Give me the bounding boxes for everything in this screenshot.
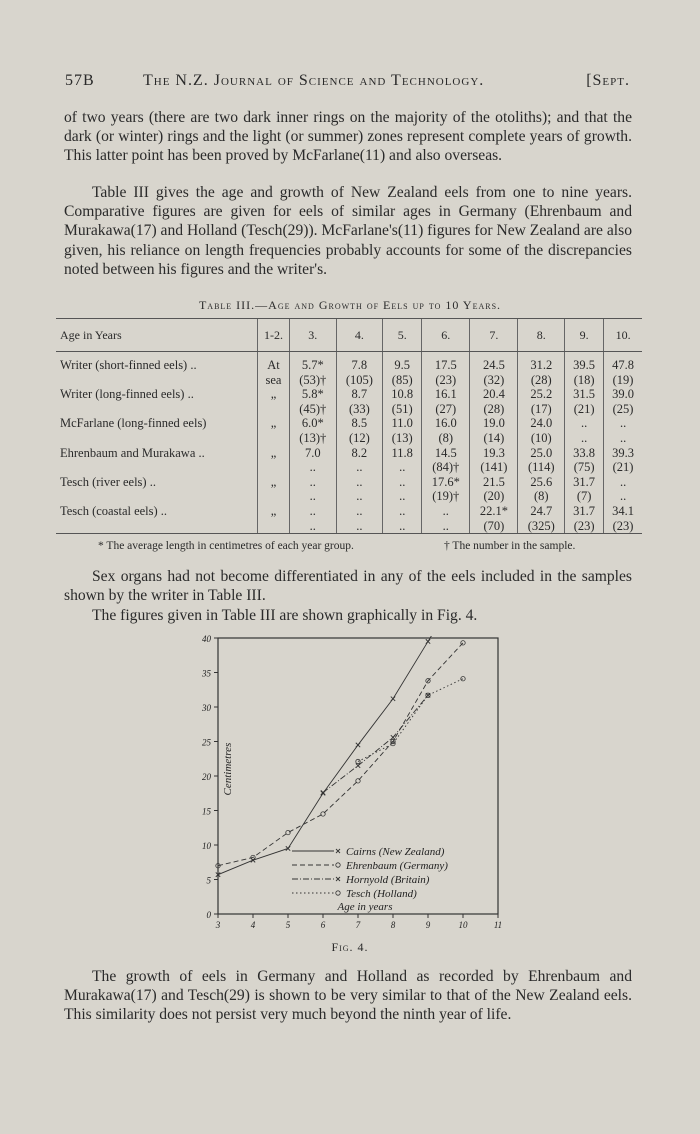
table-cell: (51) xyxy=(383,402,422,417)
table-cell: 22.1* xyxy=(470,504,518,519)
table-cell: (45)† xyxy=(289,402,336,417)
x-axis-label: Age in years xyxy=(337,901,393,913)
row-label xyxy=(56,373,258,388)
table-row xyxy=(56,431,642,446)
table-cell: (13)† xyxy=(289,431,336,446)
table-cell: .. xyxy=(289,504,336,519)
issue-month: [Sept. xyxy=(586,72,630,89)
table-row xyxy=(56,489,642,504)
table-cell: .. xyxy=(383,519,422,534)
table-footnotes xyxy=(98,540,618,552)
table-cell: .. xyxy=(336,460,383,475)
table-cell: 10.8 xyxy=(383,387,422,402)
row-label: Ehrenbaum and Murakawa .. xyxy=(60,445,205,460)
journal-title: The N.Z. Journal of Science and Technology. xyxy=(143,72,485,89)
table-cell: (105) xyxy=(336,373,383,388)
table-cell: 33.8 xyxy=(565,446,604,461)
table-row xyxy=(56,446,642,461)
col-header: 9. xyxy=(565,319,604,352)
table-cell: .. xyxy=(336,519,383,534)
table-cell: 47.8 xyxy=(604,352,642,373)
table-cell: .. xyxy=(336,475,383,490)
table-cell: .. xyxy=(604,489,642,504)
row-label xyxy=(56,519,258,534)
row-label: Writer (short-finned eels) .. xyxy=(60,358,197,372)
table-cell: (28) xyxy=(518,373,565,388)
table-cell: 31.5 xyxy=(565,387,604,402)
series-line xyxy=(358,679,463,762)
table-row xyxy=(56,402,642,417)
table-cell: (7) xyxy=(565,489,604,504)
table-cell: „ xyxy=(258,475,290,490)
row-label: Tesch (river eels) .. xyxy=(60,474,156,489)
series-line xyxy=(218,630,463,875)
table-cell xyxy=(258,519,290,534)
table-cell: (13) xyxy=(383,431,422,446)
table-cell: .. xyxy=(604,431,642,446)
table-cell: 7.8 xyxy=(336,352,383,373)
table-row xyxy=(56,519,642,534)
table-cell: (84)† xyxy=(422,460,470,475)
data-point xyxy=(461,641,465,645)
y-tick-label: 10 xyxy=(202,841,211,851)
table-cell: .. xyxy=(336,489,383,504)
paragraph-1: of two years (there are two dark inner rings on the majority of the otoliths); and that the dark (or winter) rings and the light (or summer) zones represent complete years of growth. This latter point has been proved by McFarlane(11) and also overseas. xyxy=(64,109,632,165)
table-cell: 8.7 xyxy=(336,387,383,402)
table-cell: 39.0 xyxy=(604,387,642,402)
table-cell: (27) xyxy=(422,402,470,417)
data-point xyxy=(321,790,325,794)
footnote-sample-number: † The number in the sample. xyxy=(444,540,576,552)
table-cell: 19.3 xyxy=(470,446,518,461)
table-cell: 20.4 xyxy=(470,387,518,402)
data-point xyxy=(391,697,395,701)
table-cell: (25) xyxy=(604,402,642,417)
table-cell: 24.7 xyxy=(518,504,565,519)
table-cell: .. xyxy=(565,416,604,431)
y-tick-label: 40 xyxy=(202,634,211,644)
table-cell: (23) xyxy=(604,519,642,534)
table-cell: 25.0 xyxy=(518,446,565,461)
table-cell: (19)† xyxy=(422,489,470,504)
row-label xyxy=(56,460,258,475)
table-cell: (85) xyxy=(383,373,422,388)
table-cell: (12) xyxy=(336,431,383,446)
series-line xyxy=(323,695,428,792)
table-cell: 19.0 xyxy=(470,416,518,431)
data-point xyxy=(356,743,360,747)
table-cell xyxy=(258,460,290,475)
y-tick-label: 5 xyxy=(206,875,211,886)
table-cell: (141) xyxy=(470,460,518,475)
x-tick-label: 3 xyxy=(215,920,221,930)
table-cell: .. xyxy=(422,504,470,519)
table-cell: (33) xyxy=(336,402,383,417)
paragraph-5: The growth of eels in Germany and Holland as recorded by Ehrenbaum and Murakawa(17) and Tesch(29) is shown to be very similar to that of the New Zealand eels. This similarity does not persist very much beyond the ninth year of life. xyxy=(64,968,632,1024)
table-cell: .. xyxy=(383,475,422,490)
col-header: 7. xyxy=(470,319,518,352)
table-cell: .. xyxy=(422,519,470,534)
age-growth-table xyxy=(56,318,642,534)
table-cell: (8) xyxy=(518,489,565,504)
legend-marker xyxy=(336,849,340,853)
legend-label: Cairns (New Zealand) xyxy=(346,846,445,858)
table-row xyxy=(56,460,642,475)
y-tick-label: 25 xyxy=(202,737,211,748)
table-row xyxy=(56,475,642,490)
table-cell: (10) xyxy=(518,431,565,446)
col-header: 1-2. xyxy=(258,319,290,352)
table-cell: .. xyxy=(565,431,604,446)
table-cell: 11.8 xyxy=(383,446,422,461)
table-row xyxy=(56,416,642,431)
table-cell: (75) xyxy=(565,460,604,475)
col-header: 8. xyxy=(518,319,565,352)
table-row xyxy=(56,352,642,373)
y-tick-label: 30 xyxy=(202,703,211,713)
x-tick-label: 5 xyxy=(285,920,291,930)
table-cell: 24.5 xyxy=(470,352,518,373)
table-cell xyxy=(258,431,290,446)
table-cell: „ xyxy=(258,446,290,461)
table-cell: (32) xyxy=(470,373,518,388)
x-tick-label: 8 xyxy=(390,920,396,930)
table-cell: sea xyxy=(258,373,290,388)
data-point xyxy=(356,759,360,763)
table-cell: 14.5 xyxy=(422,446,470,461)
table-cell: 5.7* xyxy=(289,352,336,373)
x-tick-label: 4 xyxy=(250,920,256,930)
row-label: Writer (long-finned eels) .. xyxy=(60,387,194,402)
row-label xyxy=(56,402,258,417)
legend-label: Tesch (Holland) xyxy=(346,888,417,900)
table-row xyxy=(56,373,642,388)
table-cell: 31.7 xyxy=(565,475,604,490)
data-point xyxy=(356,779,360,783)
legend-marker xyxy=(336,863,340,867)
series-line xyxy=(218,643,463,866)
y-tick-label: 35 xyxy=(202,668,211,679)
paragraph-2: Table III gives the age and growth of New Zealand eels from one to nine years. Comparative figures are given for eels of similar ages in Germany (Ehrenbaum and Murakawa(17) and Holland (Tesch(29)). McFarlane's(11) figures for New Zealand are also given, his reliance on length frequencies probably accounts for some of the discrepancies noted between his figures and the writer's. xyxy=(64,184,632,278)
table-title: Table III.—Age and Growth of Eels up to 10 Years. xyxy=(198,298,502,312)
y-tick-label: 15 xyxy=(202,806,211,817)
table-cell: (21) xyxy=(565,402,604,417)
legend-label: Ehrenbaum (Germany) xyxy=(346,860,448,872)
x-tick-label: 9 xyxy=(425,920,431,930)
table-cell: 17.6* xyxy=(422,475,470,490)
table-cell xyxy=(258,489,290,504)
table-cell: (23) xyxy=(565,519,604,534)
x-tick-label: 11 xyxy=(493,920,503,930)
paragraph-3: Sex organs had not become differentiated in any of the eels included in the samples shown by the writer in Table III. xyxy=(64,568,632,605)
table-cell: 8.5 xyxy=(336,416,383,431)
table-cell: 24.0 xyxy=(518,416,565,431)
table-cell: 16.1 xyxy=(422,387,470,402)
table-cell: .. xyxy=(383,504,422,519)
y-tick-label: 20 xyxy=(202,772,211,782)
table-cell: .. xyxy=(383,489,422,504)
table-cell: „ xyxy=(258,387,290,402)
x-tick-label: 7 xyxy=(355,920,361,930)
table-header-row xyxy=(56,319,642,352)
data-point xyxy=(286,846,290,850)
table-cell: .. xyxy=(604,416,642,431)
growth-chart xyxy=(188,630,518,935)
table-cell: (28) xyxy=(470,402,518,417)
table-cell: 6.0* xyxy=(289,416,336,431)
paragraph-4: The figures given in Table III are shown graphically in Fig. 4. xyxy=(92,607,478,624)
table-cell xyxy=(258,402,290,417)
table-cell: 31.7 xyxy=(565,504,604,519)
table-cell: 25.6 xyxy=(518,475,565,490)
table-cell: At xyxy=(258,352,290,373)
table-cell: 11.0 xyxy=(383,416,422,431)
table-cell: (325) xyxy=(518,519,565,534)
col-header: 4. xyxy=(336,319,383,352)
page-number: 57B xyxy=(65,72,95,89)
data-point xyxy=(461,677,465,681)
footnote-average-length: * The average length in centimetres of each year group. xyxy=(98,540,354,552)
table-cell: (114) xyxy=(518,460,565,475)
table-cell: (19) xyxy=(604,373,642,388)
table-cell: .. xyxy=(383,460,422,475)
row-label: Tesch (coastal eels) .. xyxy=(60,503,168,518)
table-cell: (53)† xyxy=(289,373,336,388)
data-point xyxy=(286,830,290,834)
table-row xyxy=(56,504,642,519)
table-cell: .. xyxy=(289,475,336,490)
y-tick-label: 0 xyxy=(206,910,211,920)
col-header: 5. xyxy=(383,319,422,352)
table-cell: 31.2 xyxy=(518,352,565,373)
table-cell: (20) xyxy=(470,489,518,504)
x-tick-label: 10 xyxy=(458,920,468,930)
figure-caption: Fig. 4. xyxy=(331,940,369,954)
table-cell: 39.5 xyxy=(565,352,604,373)
col-header: 10. xyxy=(604,319,642,352)
table-cell: .. xyxy=(604,475,642,490)
table-cell: 8.2 xyxy=(336,446,383,461)
x-tick-label: 6 xyxy=(320,920,326,930)
table-cell: 9.5 xyxy=(383,352,422,373)
row-label xyxy=(56,489,258,504)
table-row xyxy=(56,387,642,402)
col-header: Age in Years xyxy=(56,319,258,352)
table-cell: 5.8* xyxy=(289,387,336,402)
legend-marker xyxy=(336,877,340,881)
table-cell: (21) xyxy=(604,460,642,475)
table-cell: 7.0 xyxy=(289,446,336,461)
table-cell: (14) xyxy=(470,431,518,446)
table-cell: .. xyxy=(289,460,336,475)
col-header: 6. xyxy=(422,319,470,352)
data-point xyxy=(426,639,430,643)
plot-frame xyxy=(218,638,498,914)
table-cell: „ xyxy=(258,416,290,431)
legend-marker xyxy=(336,891,340,895)
table-cell: (23) xyxy=(422,373,470,388)
table-cell: (8) xyxy=(422,431,470,446)
table-cell: (17) xyxy=(518,402,565,417)
table-cell: .. xyxy=(289,489,336,504)
col-header: 3. xyxy=(289,319,336,352)
table-cell: (70) xyxy=(470,519,518,534)
y-axis-label: Centimetres xyxy=(222,742,234,796)
legend-label: Hornyold (Britain) xyxy=(346,874,430,886)
table-cell: 39.3 xyxy=(604,446,642,461)
row-label xyxy=(56,431,258,446)
row-label: McFarlane (long-finned eels) xyxy=(60,416,207,431)
data-point xyxy=(321,812,325,816)
running-header xyxy=(65,72,630,94)
table-cell: .. xyxy=(336,504,383,519)
table-cell: 25.2 xyxy=(518,387,565,402)
table-cell: 34.1 xyxy=(604,504,642,519)
table-cell: 21.5 xyxy=(470,475,518,490)
table-cell: 16.0 xyxy=(422,416,470,431)
table-cell: 17.5 xyxy=(422,352,470,373)
table-cell: (18) xyxy=(565,373,604,388)
table-cell: „ xyxy=(258,504,290,519)
table-cell: .. xyxy=(289,519,336,534)
